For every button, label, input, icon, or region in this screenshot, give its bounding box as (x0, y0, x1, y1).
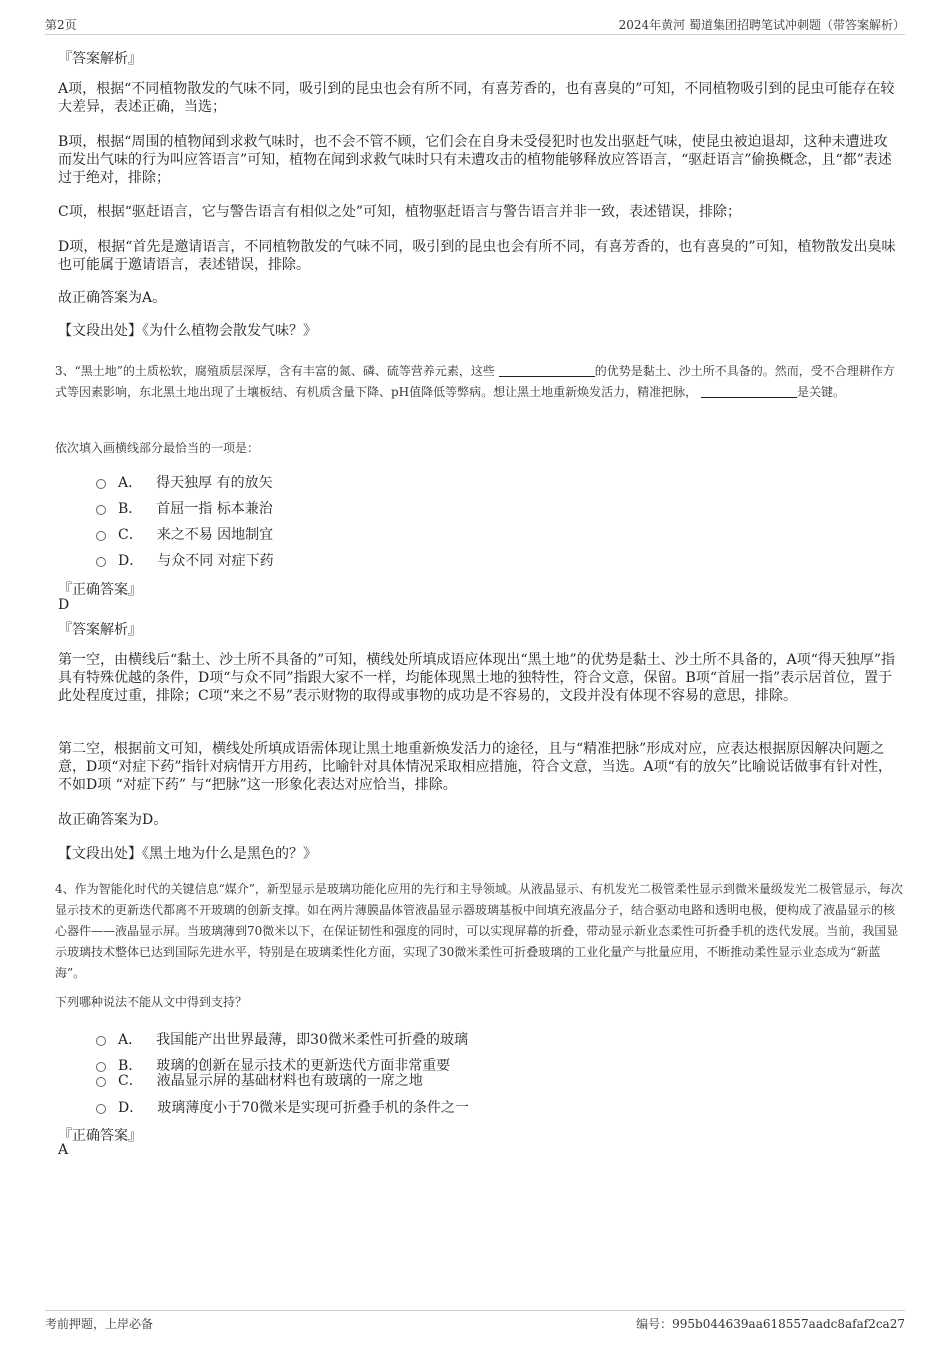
q2-analysis-a: A项，根据“不同植物散发的气味不同，吸引到的昆虫也会有所不同，有喜芳香的，也有喜臭的”可知，不同植物吸引到的昆虫可能存在较大差异，表述正确，当选； (58, 81, 895, 115)
page-number: 第2页 (45, 18, 77, 32)
q3-blank-2 (701, 385, 797, 398)
q3-stem-part2: 的优势是黏土、沙土所不具备的。然而，受不合理耕作方式等因素影响，东北黑土地出现了土壤板结、有机质含量下降、pH值降低等弊病。想让黑土地重新焕发活力，精准把脉， (55, 364, 895, 399)
radio-icon[interactable] (96, 505, 106, 515)
q3-analysis-p2: 第二空，根据前文可知，横线处所填成语需体现让黑土地重新焕发活力的途径，且与“精准把脉”形成对应，应表达根据原因解决问题之意，D项“对症下药”指针对病情开方用药，比喻针对具体情况采取相应措施，符合文意，当选。A项“有的放矢”比喻说话做事有针对性，不如D项 “对症下药” 与“把脉”这一形象化表达对应恰当，排除。 (58, 741, 892, 793)
q3-option-a[interactable]: A． 得天独厚 有的放矢 (96, 472, 273, 492)
q2-analysis-c: C项，根据“驱赶语言，它与警告语言有相似之处”可知，植物驱赶语言与警告语言并非一致，表述错误，排除； (58, 204, 742, 220)
q3-answer: D (58, 597, 70, 613)
q3-stem (55, 361, 903, 403)
q3-analysis-title: 『答案解析』 (58, 622, 142, 638)
q3-stem-part1: 3、“黑土地”的土质松软，腐殖质层深厚，含有丰富的氮、磷、硫等营养元素，这些 (55, 364, 495, 378)
q2-conclusion: 故正确答案为A。 (58, 290, 167, 306)
page-footer (45, 1310, 905, 1333)
radio-icon[interactable] (96, 1036, 106, 1046)
q3-prompt: 依次填入画横线部分最恰当的一项是： (55, 441, 260, 455)
q3-conclusion: 故正确答案为D。 (58, 812, 168, 828)
q4-option-a[interactable]: A． 我国能产出世界最薄，即30微米柔性可折叠的玻璃 (96, 1029, 468, 1049)
q3-stem-part3: 是关键。 (796, 385, 845, 399)
footer-slogan: 考前押题，上岸必备 (45, 1317, 154, 1331)
radio-icon[interactable] (96, 557, 106, 567)
page-header (45, 14, 905, 35)
q4-stem: 4、作为智能化时代的关键信息“媒介”，新型显示是玻璃功能化应用的先行和主导领域。从液晶显示、有机发光二极管柔性显示到微米量级发光二极管显示，每次显示技术的更新迭代都离不开玻璃的创新支撑。如在两片薄膜晶体管液晶显示器玻璃基板中间填充液晶分子，结合驱动电路和透明电极，便构成了液晶显示的核心器件——液晶显示屏。当玻璃薄到70微米以下，在保证韧性和强度的同时，可以实现屏幕的折叠，带动显示新业态柔性可折叠手机的迭代发展。当前，我国显示玻璃技术整体已达到国际先进水平，特别是在玻璃柔性化方面，实现了30微米柔性可折叠玻璃的工业化量产与批量应用，不断推动柔性显示业态成为“新蓝海”。 (55, 882, 903, 980)
radio-icon[interactable] (96, 531, 106, 541)
q2-analysis-title: 『答案解析』 (58, 51, 142, 67)
document-title: 2024年黄河 蜀道集团招聘笔试冲刺题（带答案解析） (618, 18, 905, 32)
q4-option-c[interactable]: C． 液晶显示屏的基础材料也有玻璃的一席之地 (96, 1070, 423, 1090)
q4-option-d[interactable]: D． 玻璃薄度小于70微米是实现可折叠手机的条件之一 (96, 1097, 469, 1117)
q3-blank-1 (499, 364, 595, 377)
radio-icon[interactable] (96, 479, 106, 489)
q2-analysis-b: B项，根据“周围的植物闻到求救气味时，也不会不管不顾，它们会在自身未受侵犯时也发出驱赶气味，使昆虫被迫退却，这种未遭进攻而发出气味的行为叫应答语言”可知，植物在闻到求救气味时只有未遭攻击的植物能够释放应答语言，“驱赶语言”偷换概念，且“都”表述过于绝对，排除； (58, 134, 892, 186)
q3-answer-title: 『正确答案』 (58, 582, 142, 598)
radio-icon[interactable] (96, 1077, 106, 1087)
q4-option-b[interactable]: B． 玻璃的创新在显示技术的更新迭代方面非常重要 (96, 1055, 450, 1075)
document-id: 编号：995b044639aa618557aadc8afaf2ca27 (636, 1317, 905, 1331)
q4-answer: A (58, 1142, 69, 1158)
q3-option-c[interactable]: C． 来之不易 因地制宜 (96, 524, 273, 544)
q3-option-d[interactable]: D． 与众不同 对症下药 (96, 550, 274, 570)
q2-analysis-d: D项，根据“首先是邀请语言，不同植物散发的气味不同，吸引到的昆虫也会有所不同，有喜芳香的，也有喜臭的”可知，植物散发出臭味也可能属于邀请语言，表述错误，排除。 (58, 239, 896, 273)
q4-answer-title: 『正确答案』 (58, 1128, 142, 1144)
q3-source: 【文段出处】《黑土地为什么是黑色的？》 (58, 846, 317, 862)
q3-analysis-p1: 第一空，由横线后“黏土、沙土所不具备的”可知，横线处所填成语应体现出“黑土地”的优势是黏土、沙土所不具备的，A项“得天独厚”指具有特殊优越的条件，D项“与众不同”指跟大家不一样，均能体现黑土地的独特性，符合文意，保留。B项“首屈一指”表示居首位，置于此处程度过重，排除；C项“来之不易”表示财物的取得或事物的成功是不容易的，文段并没有体现不容易的意思，排除。 (58, 652, 896, 704)
q3-option-b[interactable]: B． 首屈一指 标本兼治 (96, 498, 273, 518)
q2-source: 【文段出处】《为什么植物会散发气味？》 (58, 323, 317, 339)
q4-prompt: 下列哪种说法不能从文中得到支持？ (55, 995, 248, 1009)
radio-icon[interactable] (96, 1104, 106, 1114)
